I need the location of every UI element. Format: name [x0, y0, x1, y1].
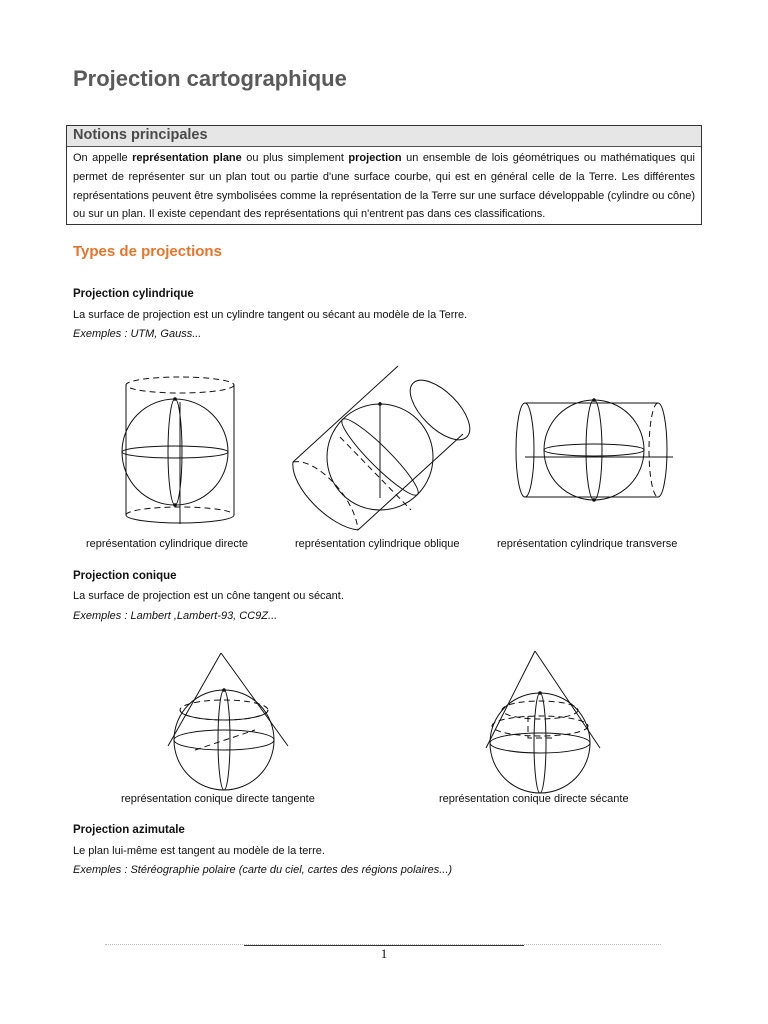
- cylindrique-examples: Exemples : UTM, Gauss...: [73, 328, 202, 340]
- notions-text-part: On appelle: [73, 152, 133, 164]
- caption-cylindrical-oblique: représentation cylindrique oblique: [295, 538, 460, 550]
- caption-conic-tangent: représentation conique directe tangente: [121, 793, 315, 805]
- notions-body: [67, 147, 701, 224]
- conic-secant-figure: [478, 648, 608, 798]
- caption-conic-secant: représentation conique directe sécante: [439, 793, 629, 805]
- notions-bold-term: projection: [348, 152, 402, 164]
- caption-cylindrical-direct: représentation cylindrique directe: [86, 538, 249, 550]
- conique-heading: Projection conique: [73, 570, 177, 582]
- types-heading: Types de projections: [73, 243, 222, 260]
- notions-box: [66, 125, 702, 225]
- azimutale-heading: Projection azimutale: [73, 824, 185, 836]
- document-title: Projection cartographique: [73, 66, 347, 91]
- azimutale-examples: Exemples : Stéréographie polaire (carte du ciel, cartes des régions polaires...): [73, 864, 453, 876]
- azimutale-text: Le plan lui-même est tangent au modèle de la terre.: [73, 845, 325, 857]
- conic-tangent-figure: [160, 650, 295, 795]
- notions-text-part: ou plus simplement: [241, 152, 349, 164]
- notions-text-part: un ensemble de lois géométriques ou mathématiques qui permet de représenter sur un plan tout ou partie d'une surface courbe, qui est en général celle de la Terre. Les différentes représentations peuvent être symbolisées comme la représentation de la Terre sur une surface développable (cylindre ou cône) ou sur un plan. Il existe cependant des représentations qui n'entrent pas dans ces classifications.: [73, 152, 695, 221]
- caption-cylindrical-transverse: représentation cylindrique transverse: [497, 538, 678, 550]
- cylindrique-text: La surface de projection est un cylindre tangent ou sécant au modèle de la Terre.: [73, 309, 468, 321]
- cylindrical-oblique-figure: [285, 362, 475, 537]
- cylindrical-direct-figure: [110, 372, 250, 532]
- cylindrical-transverse-figure: [508, 395, 683, 510]
- cylindrique-heading: Projection cylindrique: [73, 288, 194, 300]
- notions-heading: Notions principales: [67, 126, 701, 147]
- conique-examples: Exemples : Lambert ,Lambert-93, CC9Z...: [73, 610, 278, 622]
- conique-text: La surface de projection est un cône tangent ou sécant.: [73, 590, 344, 602]
- page-number: 1: [380, 946, 388, 961]
- notions-bold-term: représentation plane: [132, 152, 242, 164]
